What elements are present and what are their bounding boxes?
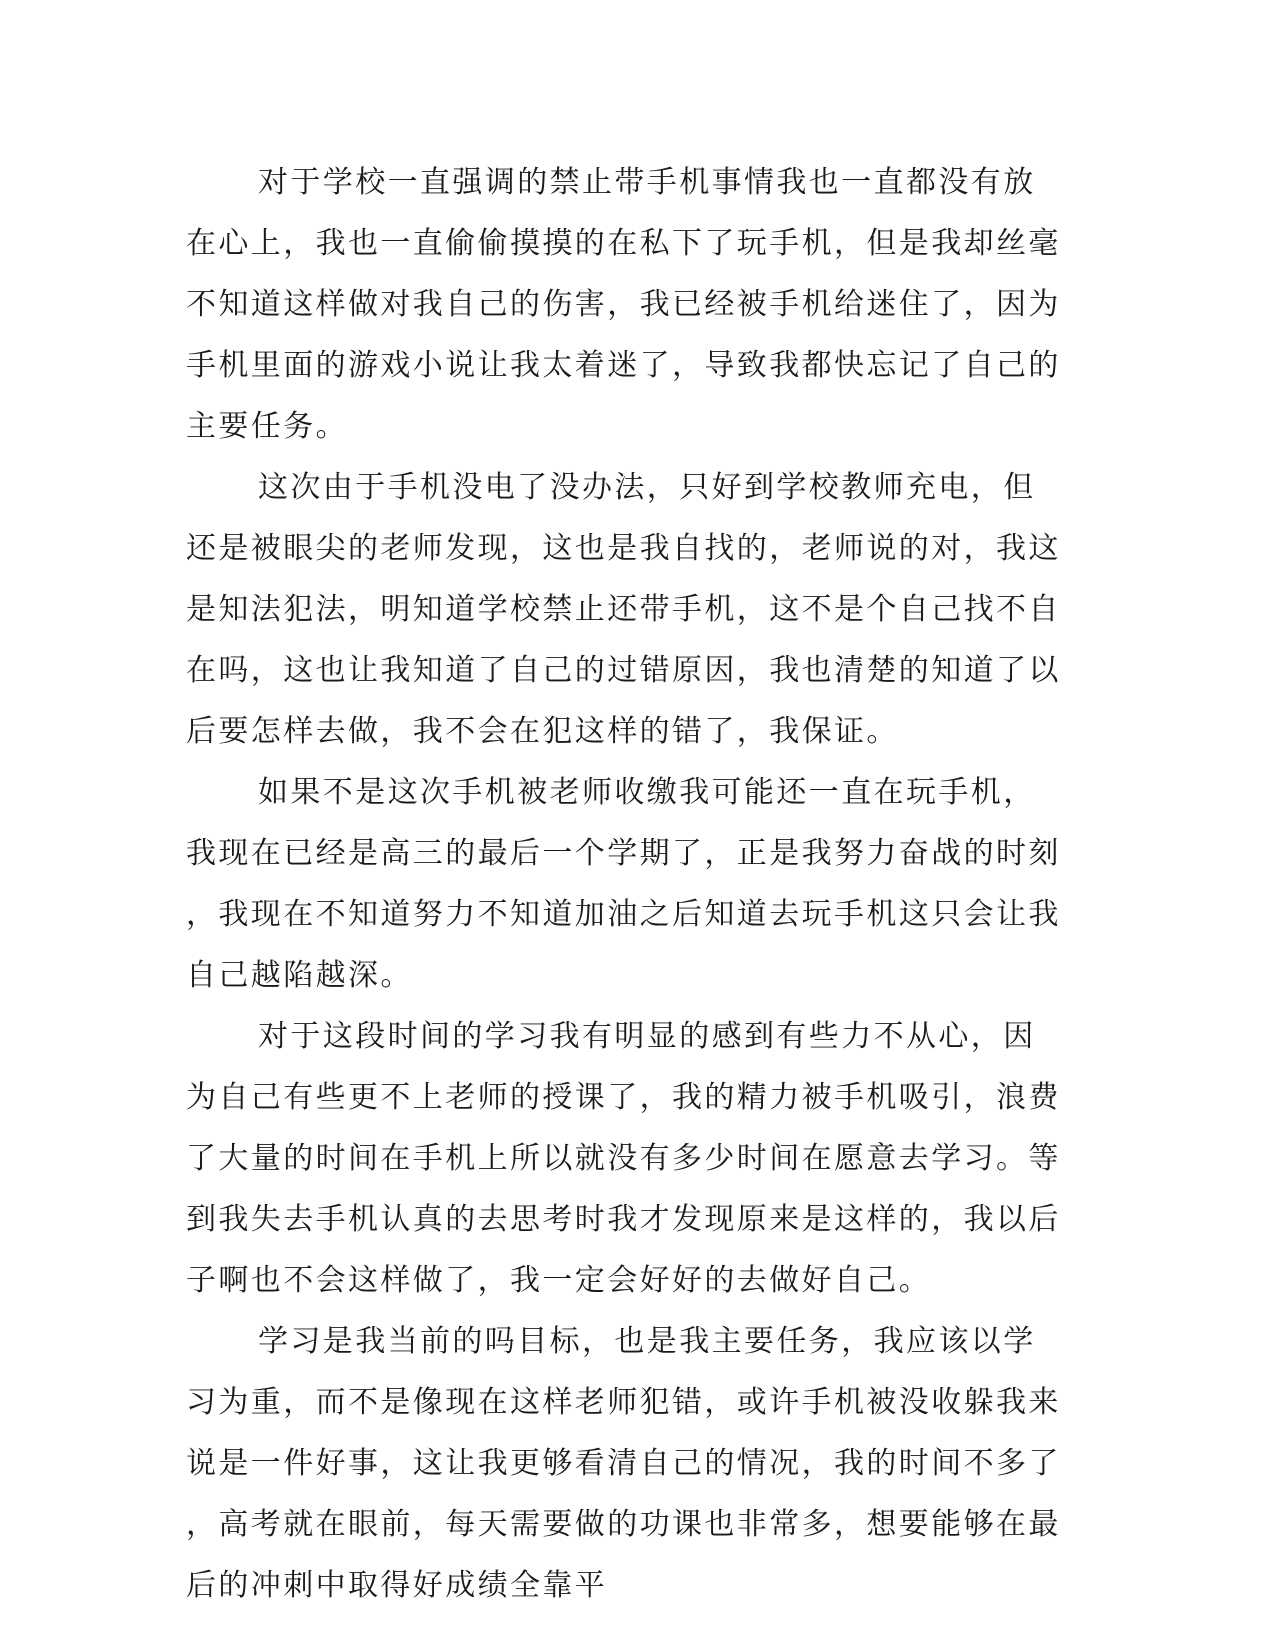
paragraph-1: 对于学校一直强调的禁止带手机事情我也一直都没有放在心上，我也一直偷偷摸摸的在私下了玩手机，但是我却丝毫不知道这样做对我自己的伤害，我已经被手机给迷住了，因为手机里面的游戏小说让我太着迷了，导致我都快忘记了自己的主要任务。 <box>186 165 1061 444</box>
paragraph-3: 如果不是这次手机被老师收缴我可能还一直在玩手机，我现在已经是高三的最后一个学期了，正是我努力奋战的时刻，我现在不知道努力不知道加油之后知道去玩手机这只会让我自己越陷越深。 <box>186 775 1061 993</box>
document-body <box>186 152 1066 1616</box>
paragraph-4: 对于这段时间的学习我有明显的感到有些力不从心，因为自己有些更不上老师的授课了，我的精力被手机吸引，浪费了大量的时间在手机上所以就没有多少时间在愿意去学习。等到我失去手机认真的去思考时我才发现原来是这样的，我以后子啊也不会这样做了，我一定会好好的去做好自己。 <box>186 1019 1061 1298</box>
paragraph-5: 学习是我当前的吗目标，也是我主要任务，我应该以学习为重，而不是像现在这样老师犯错，或许手机被没收躲我来说是一件好事，这让我更够看清自己的情况，我的时间不多了，高考就在眼前，每天需要做的功课也非常多，想要能够在最后的冲刺中取得好成绩全靠平 <box>186 1324 1061 1603</box>
paragraph-2: 这次由于手机没电了没办法，只好到学校教师充电，但还是被眼尖的老师发现，这也是我自找的，老师说的对，我这是知法犯法，明知道学校禁止还带手机，这不是个自己找不自在吗，这也让我知道了自己的过错原因，我也清楚的知道了以后要怎样去做，我不会在犯这样的错了，我保证。 <box>186 470 1061 749</box>
